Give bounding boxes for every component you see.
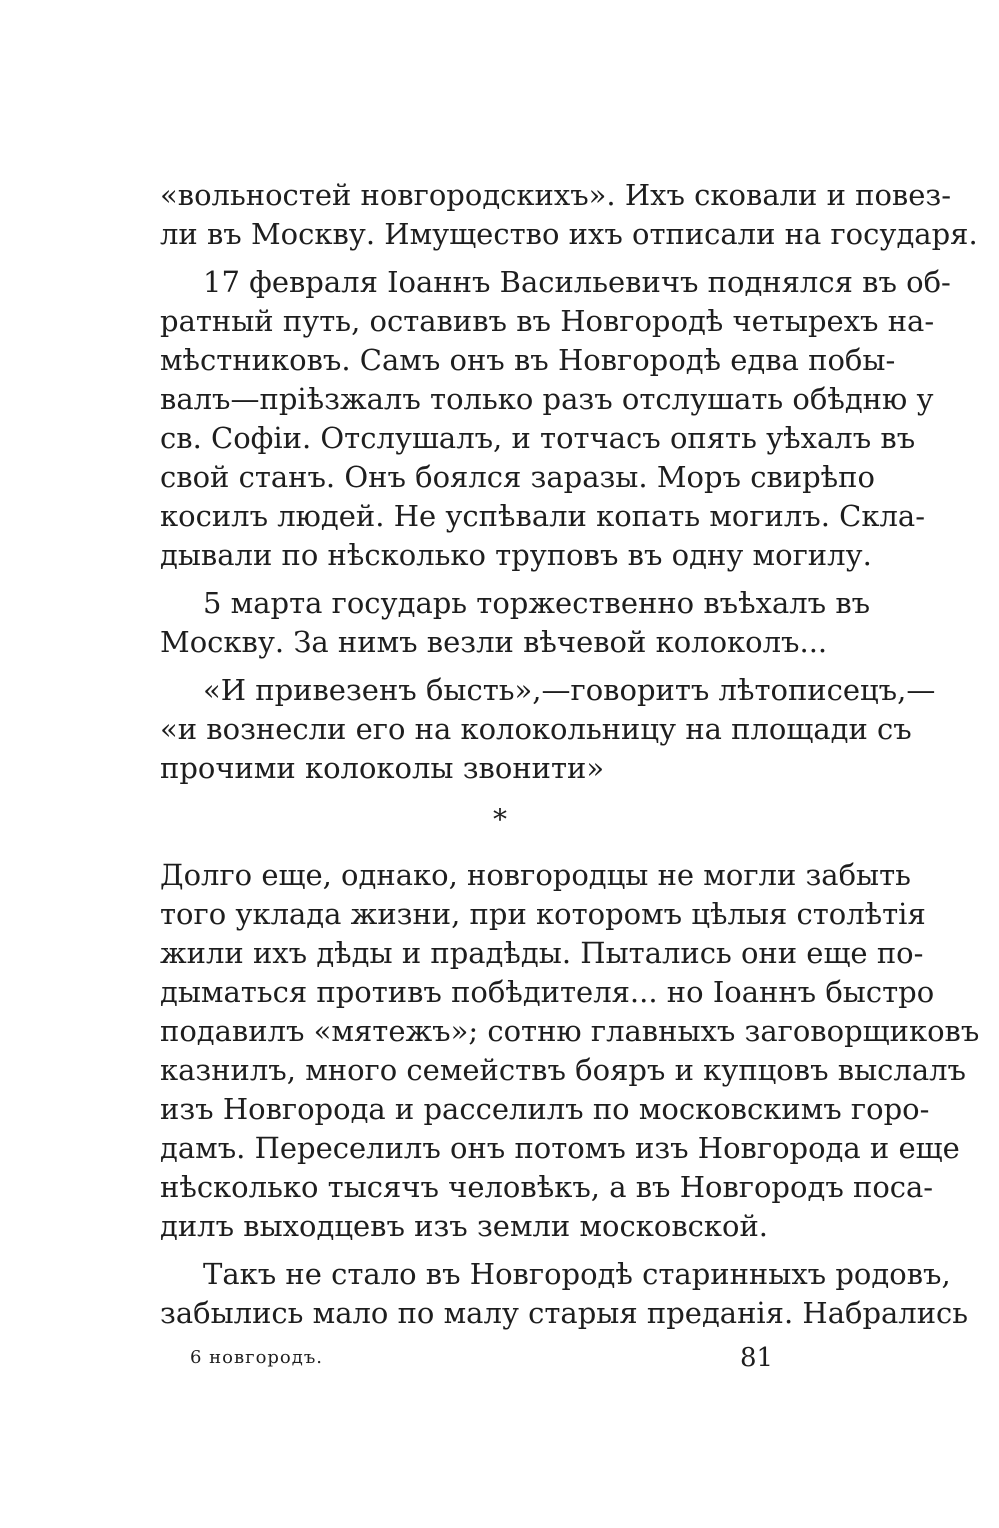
text-line-15: прочими колоколы звонити» — [160, 751, 605, 785]
text-line-19: дыматься противъ побѣдителя... но Іоаннъ быстро — [160, 975, 935, 1009]
text-line-1: «вольностей новгородскихъ». Ихъ сковали и повез- — [160, 178, 952, 212]
text-line-6: валъ—пріѣзжалъ только разъ отслушать обѣдню у — [160, 382, 934, 416]
page-number: 81 — [740, 1343, 774, 1373]
text-line-24: нѣсколько тысячъ человѣкъ, а въ Новгородъ поса- — [160, 1170, 934, 1204]
text-line-21: казнилъ, много семействъ бояръ и купцовъ выслалъ — [160, 1053, 966, 1087]
text-line-13: «И привезенъ бысть»,—говоритъ лѣтописецъ,— — [203, 673, 936, 707]
text-line-9: косилъ людей. Не успѣвали копать могилъ. Скла- — [160, 499, 926, 533]
text-line-4: ратный путь, оставивъ въ Новгородѣ четырехъ на- — [160, 304, 935, 338]
text-line-2: ли въ Москву. Имущество ихъ отписали на государя. — [160, 217, 978, 251]
text-line-12: Москву. За нимъ везли вѣчевой колоколъ... — [160, 625, 828, 659]
text-line-20: подавилъ «мятежъ»; сотню главныхъ заговорщиковъ — [160, 1014, 980, 1048]
text-line-5: мѣстниковъ. Самъ онъ въ Новгородѣ едва побы- — [160, 343, 896, 377]
text-line-26: Такъ не стало въ Новгородѣ старинныхъ родовъ, — [203, 1257, 951, 1291]
text-line-7: св. Софіи. Отслушалъ, и тотчасъ опять уѣхалъ въ — [160, 421, 916, 455]
text-line-3: 17 февраля Іоаннъ Васильевичъ поднялся въ об- — [203, 265, 951, 299]
text-line-25: дилъ выходцевъ изъ земли московской. — [160, 1209, 769, 1243]
text-line-11: 5 марта государь торжественно въѣхалъ въ — [203, 586, 871, 620]
text-line-14: «и вознесли его на колокольницу на площади съ — [160, 712, 912, 746]
text-line-23: дамъ. Переселилъ онъ потомъ изъ Новгорода и еще — [160, 1131, 960, 1165]
section-separator: * — [493, 803, 507, 836]
text-line-22: изъ Новгорода и расселилъ по московскимъ горо- — [160, 1092, 930, 1126]
text-line-16: Долго еще, однако, новгородцы не могли забыть — [160, 858, 911, 892]
printer-signature: 6 новгородъ. — [190, 1347, 324, 1368]
text-line-27: забылись мало по малу старыя преданія. Набрались — [160, 1296, 969, 1330]
text-line-18: жили ихъ дѣды и прадѣды. Пытались они еще по- — [160, 936, 924, 970]
text-line-10: дывали по нѣсколько труповъ въ одну могилу. — [160, 538, 872, 572]
text-line-8: свой станъ. Онъ боялся заразы. Моръ свирѣпо — [160, 460, 875, 494]
text-line-17: того уклада жизни, при которомъ цѣлыя столѣтія — [160, 897, 926, 931]
